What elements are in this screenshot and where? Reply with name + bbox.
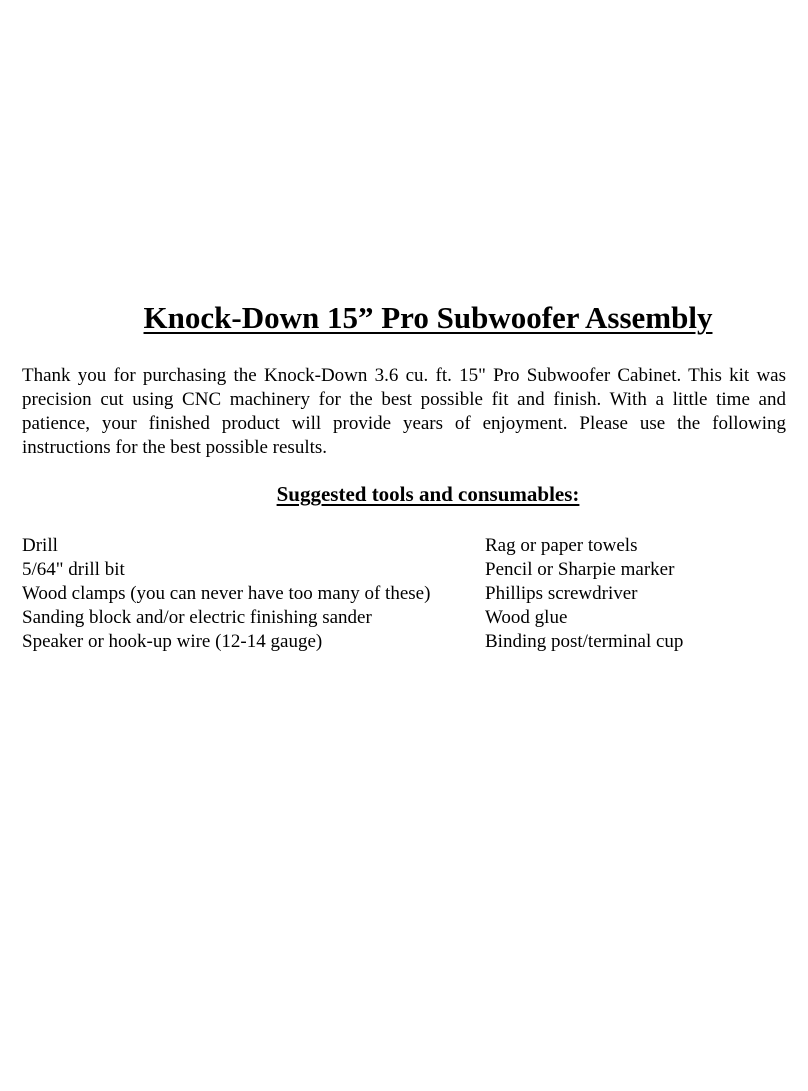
tools-list-right	[485, 534, 683, 654]
page-title: Knock-Down 15” Pro Subwoofer Assembly	[143, 300, 713, 335]
tool-item: Phillips screwdriver	[485, 583, 638, 604]
tool-item: Rag or paper towels	[485, 535, 638, 556]
tool-item: Wood clamps (you can never have too many of these)	[22, 583, 431, 604]
tool-item: Speaker or hook-up wire (12-14 gauge)	[22, 631, 323, 652]
intro-paragraph: Thank you for purchasing the Knock-Down 3.6 cu. ft. 15" Pro Subwoofer Cabinet. This kit was precision cut using CNC machinery for the best possible fit and finish. With a little time and patience, your finished product will provide years of enjoyment. Please use the following instructions for the best possible results.	[22, 365, 786, 458]
tool-item: Sanding block and/or electric finishing sander	[22, 607, 372, 628]
tools-list-left	[22, 534, 430, 654]
tool-item: Binding post/terminal cup	[485, 631, 684, 652]
tool-item: Wood glue	[485, 607, 568, 628]
tool-item: 5/64" drill bit	[22, 559, 125, 580]
tools-heading: Suggested tools and consumables:	[276, 482, 580, 506]
tool-item: Drill	[22, 535, 58, 556]
tool-item: Pencil or Sharpie marker	[485, 559, 675, 580]
